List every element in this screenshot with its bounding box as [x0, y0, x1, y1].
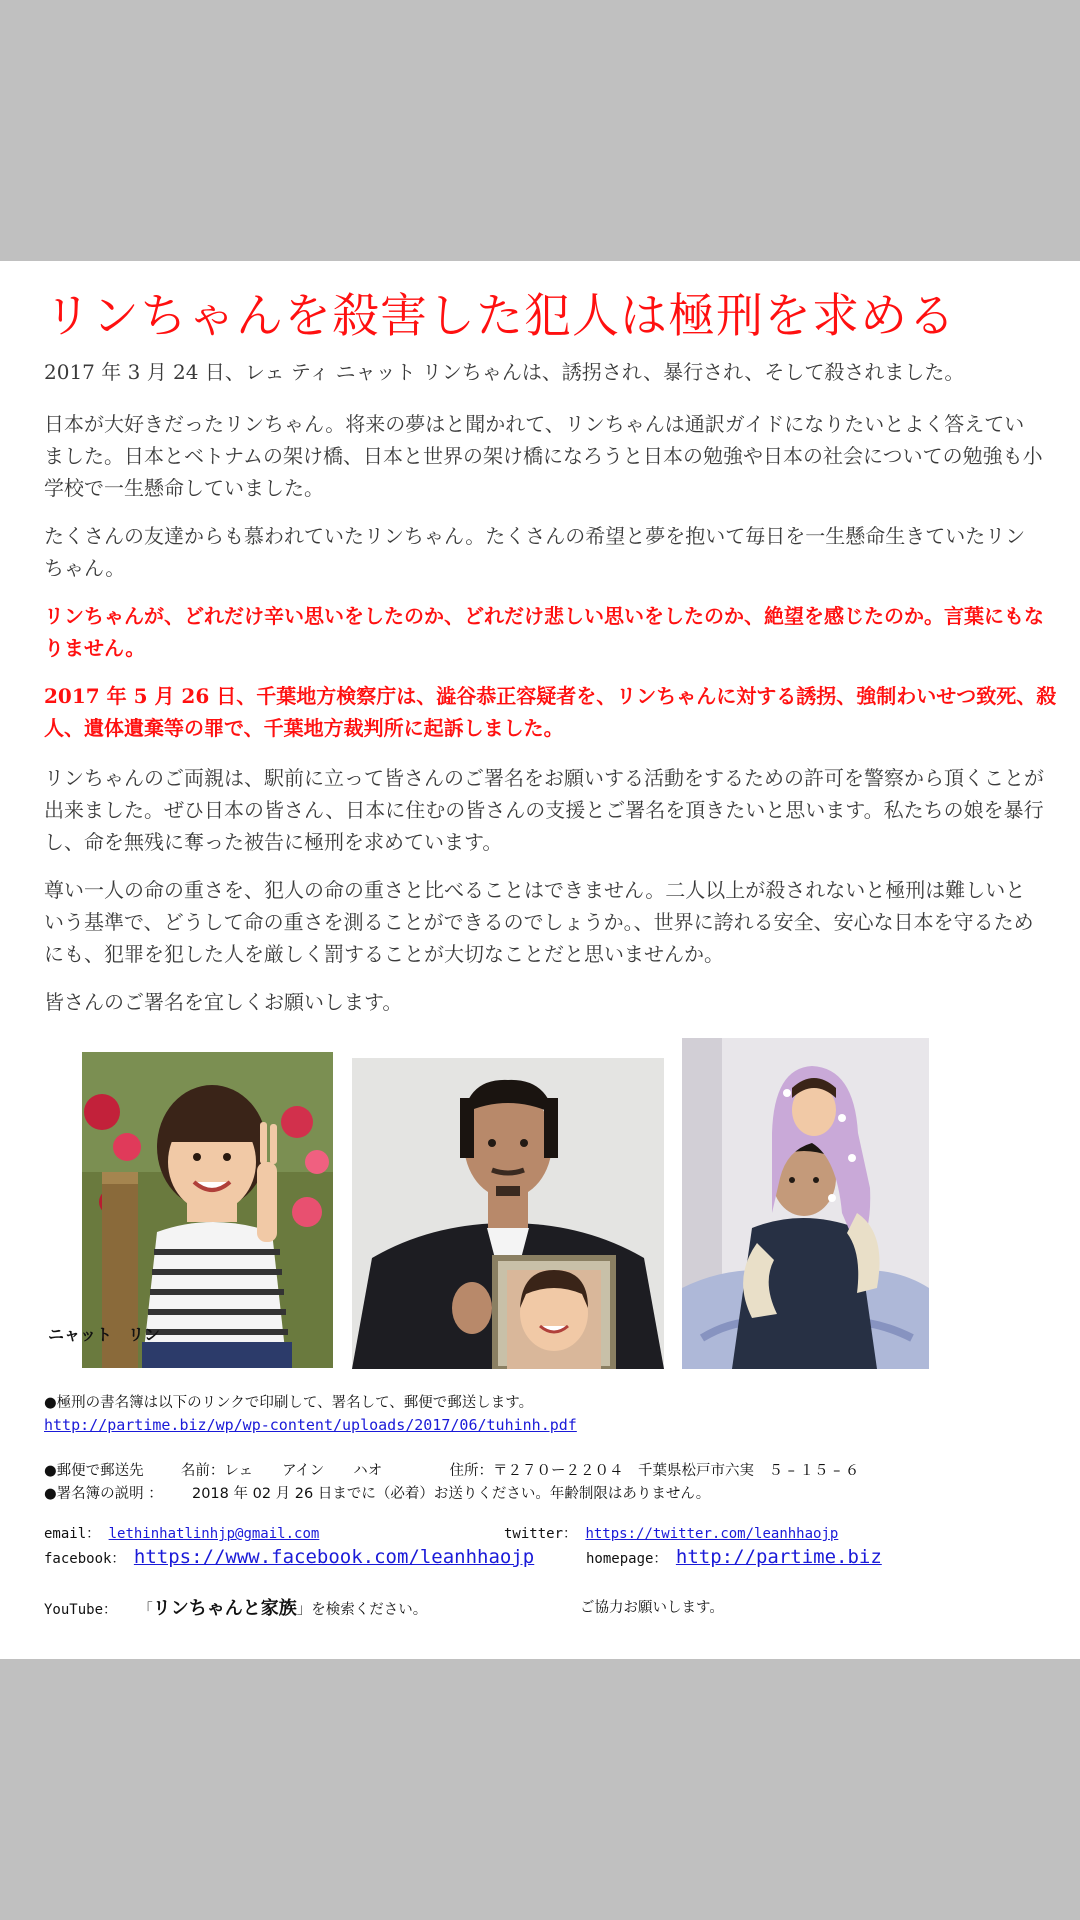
twitter-label: twitter：	[504, 1526, 578, 1542]
paragraph-friends: たくさんの友達からも慕われていたリンちゃん。たくさんの希望と夢を抱いて毎日を一生懸命生きていたリンちゃん。	[44, 524, 1026, 580]
print-instructions: ●極刑の書名簿は以下のリンクで印刷して、署名して、郵便で郵送します。	[44, 1395, 534, 1411]
mail-address: 住所：〒２７０ー２２０４ 千葉県松戸市六実 ５ – １５ – ６	[449, 1463, 860, 1479]
twitter-link[interactable]: https://twitter.com/leanhhaojp	[585, 1526, 839, 1542]
paragraph-feelings: リンちゃんが、どれだけ辛い思いをしたのか、どれだけ悲しい思いをしたのか、絶望を感じたのか。言葉にもなりません。	[44, 604, 1044, 660]
photo-girl	[82, 1052, 333, 1368]
facebook-row	[44, 1546, 534, 1568]
paragraph-request: 皆さんのご署名を宜しくお願いします。	[44, 990, 403, 1014]
paragraph-dream: 日本が大好きだったリンちゃん。将来の夢はと聞かれて、リンちゃんは通訳ガイドになりたいとよく答えていました。日本とベトナムの架け橋、日本と世界の架け橋になろうと日本の勉強や日本の社会についての勉強も小学校で一生懸命していました。	[44, 412, 1043, 500]
photo-caption: ニャット リン	[48, 1325, 161, 1344]
mail-to-label: ●郵便で郵送先	[44, 1463, 144, 1479]
mail-row	[44, 1459, 859, 1480]
youtube-open: 「	[138, 1602, 153, 1618]
twitter-row	[504, 1523, 838, 1543]
email-link[interactable]: lethinhatlinhjp@gmail.com	[108, 1526, 320, 1542]
youtube-close: 」を検索ください。	[296, 1602, 428, 1618]
email-row	[44, 1523, 319, 1543]
photo-family-image	[682, 1038, 929, 1369]
sign-note-row	[44, 1482, 710, 1503]
homepage-row	[586, 1546, 882, 1568]
facebook-link[interactable]: https://www.facebook.com/leanhhaojp	[133, 1546, 535, 1568]
photo-father	[352, 1058, 664, 1369]
sign-note-label: ●署名簿の説明 ：	[44, 1486, 163, 1502]
youtube-label: YouTube：	[44, 1602, 118, 1618]
document-page	[0, 261, 1080, 1659]
pdf-link[interactable]: http://partime.biz/wp/wp-content/uploads/2017/06/tuhinh.pdf	[44, 1416, 577, 1434]
youtube-row	[44, 1594, 427, 1620]
facebook-label: facebook：	[44, 1551, 126, 1567]
mail-recipient-name: 名前：レェ アイン ハオ	[180, 1463, 383, 1479]
youtube-search-term: リンちゃんと家族	[152, 1598, 297, 1619]
homepage-link[interactable]: http://partime.biz	[675, 1546, 882, 1568]
page-title: リンちゃんを殺害した犯人は極刑を求める	[44, 289, 956, 344]
paragraph-indictment: 2017 年 5 月 26 日、千葉地方検察庁は、澁谷恭正容疑者を、リンちゃんに対する誘拐、強制わいせつ致死、殺人、遺体遺棄等の罪で、千葉地方裁判所に起訴しました。	[44, 684, 1057, 740]
paragraph-justice: 尊い一人の命の重さを、犯人の命の重さと比べることはできません。二人以上が殺されないと極刑は難しいという基準で、どうして命の重さを測ることができるのでしょうか。、世界に誇れる安全、安心な日本を守るためにも、犯罪を犯した人を厳しく罰することが大切なことだと思いませんか。	[44, 878, 1034, 966]
photo-family	[682, 1038, 929, 1369]
photo-father-image	[352, 1058, 664, 1369]
email-label: email：	[44, 1526, 101, 1542]
sign-note-text: 2018 年 02 月 26 日までに（必着）お送りください。年齢制限はありません。	[191, 1486, 711, 1502]
homepage-label: homepage：	[586, 1551, 668, 1567]
paragraph-parents: リンちゃんのご両親は、駅前に立って皆さんのご署名をお願いする活動をするための許可を警察から頂くことが出来ました。ぜひ日本の皆さん、日本に住むの皆さんの支援とご署名を頂きたいと思います。私たちの娘を暴行し、命を無残に奪った被告に極刑を求めています。	[44, 766, 1044, 854]
thanks-note: ご協力お願いします。	[580, 1600, 724, 1616]
photo-girl-image	[82, 1052, 333, 1368]
paragraph-date: 2017 年 3 月 24 日、レェ ティ ニャット リンちゃんは、誘拐され、暴行され、そして殺されました。	[44, 360, 965, 384]
